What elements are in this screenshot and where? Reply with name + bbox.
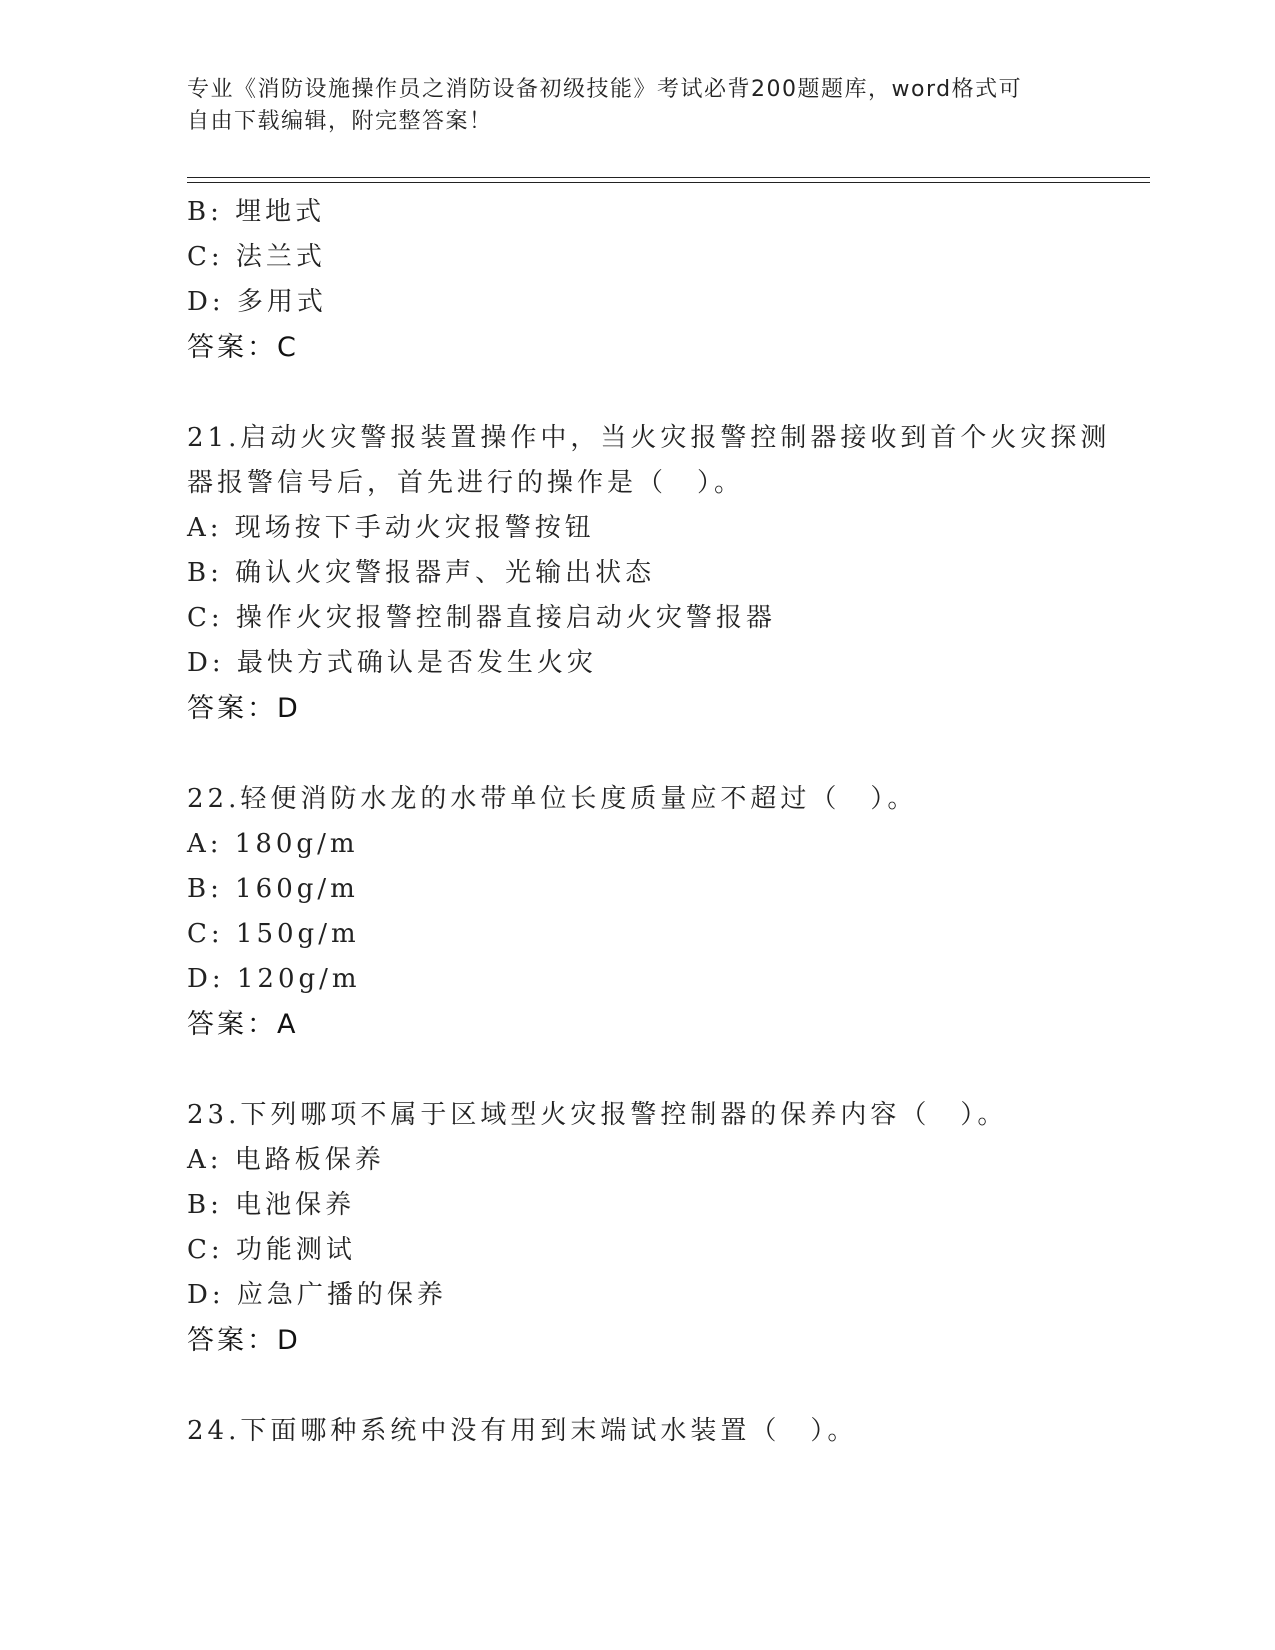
spacer bbox=[187, 1047, 1087, 1093]
spacer bbox=[187, 731, 1087, 777]
question-stem: 24.下面哪种系统中没有用到末端试水装置（ ）。 bbox=[187, 1416, 858, 1446]
option-d: D: 最快方式确认是否发生火灾 bbox=[187, 648, 597, 678]
question-list bbox=[187, 190, 1111, 1454]
question-block-24 bbox=[187, 1409, 1087, 1454]
header-line-1: 专业《消防设施操作员之消防设备初级技能》考试必背200题题库，word格式可 bbox=[187, 77, 1023, 102]
document-header bbox=[187, 74, 1087, 138]
option-b: B: 确认火灾警报器声、光输出状态 bbox=[187, 558, 656, 588]
option-b: B: 埋地式 bbox=[187, 197, 326, 227]
answer-line: 答案：A bbox=[187, 1009, 299, 1040]
spacer bbox=[187, 1363, 1087, 1409]
question-stem: 22.轻便消防水龙的水带单位长度质量应不超过（ ）。 bbox=[187, 784, 918, 814]
answer-line: 答案：D bbox=[187, 1325, 301, 1356]
answer-line: 答案：D bbox=[187, 693, 301, 724]
question-block-23 bbox=[187, 1093, 1087, 1363]
option-a: A: 现场按下手动火灾报警按钮 bbox=[187, 513, 595, 543]
question-block-22 bbox=[187, 777, 1087, 1047]
question-block-21 bbox=[187, 416, 1111, 731]
header-line-2: 自由下载编辑，附完整答案！ bbox=[187, 109, 493, 134]
option-a: A: 180g/m bbox=[187, 829, 359, 859]
option-a: A: 电路板保养 bbox=[187, 1145, 385, 1175]
option-d: D: 120g/m bbox=[187, 964, 361, 994]
option-c: C: 法兰式 bbox=[187, 242, 326, 272]
question-stem: 21.启动火灾警报装置操作中，当火灾报警控制器接收到首个火灾探测 bbox=[187, 423, 1111, 453]
option-b: B: 160g/m bbox=[187, 874, 359, 904]
header-divider-bottom bbox=[187, 182, 1150, 183]
question-block-20 bbox=[187, 190, 1087, 370]
question-stem-continued: 器报警信号后，首先进行的操作是（ ）。 bbox=[187, 468, 745, 498]
question-stem: 23.下列哪项不属于区域型火灾报警控制器的保养内容（ ）。 bbox=[187, 1100, 1008, 1130]
option-c: C: 150g/m bbox=[187, 919, 360, 949]
option-c: C: 操作火灾报警控制器直接启动火灾警报器 bbox=[187, 603, 776, 633]
option-b: B: 电池保养 bbox=[187, 1190, 356, 1220]
option-c: C: 功能测试 bbox=[187, 1235, 356, 1265]
header-divider-top bbox=[187, 177, 1150, 178]
option-d: D: 应急广播的保养 bbox=[187, 1280, 447, 1310]
spacer bbox=[187, 370, 1087, 416]
answer-line: 答案：C bbox=[187, 332, 299, 363]
option-d: D: 多用式 bbox=[187, 287, 327, 317]
